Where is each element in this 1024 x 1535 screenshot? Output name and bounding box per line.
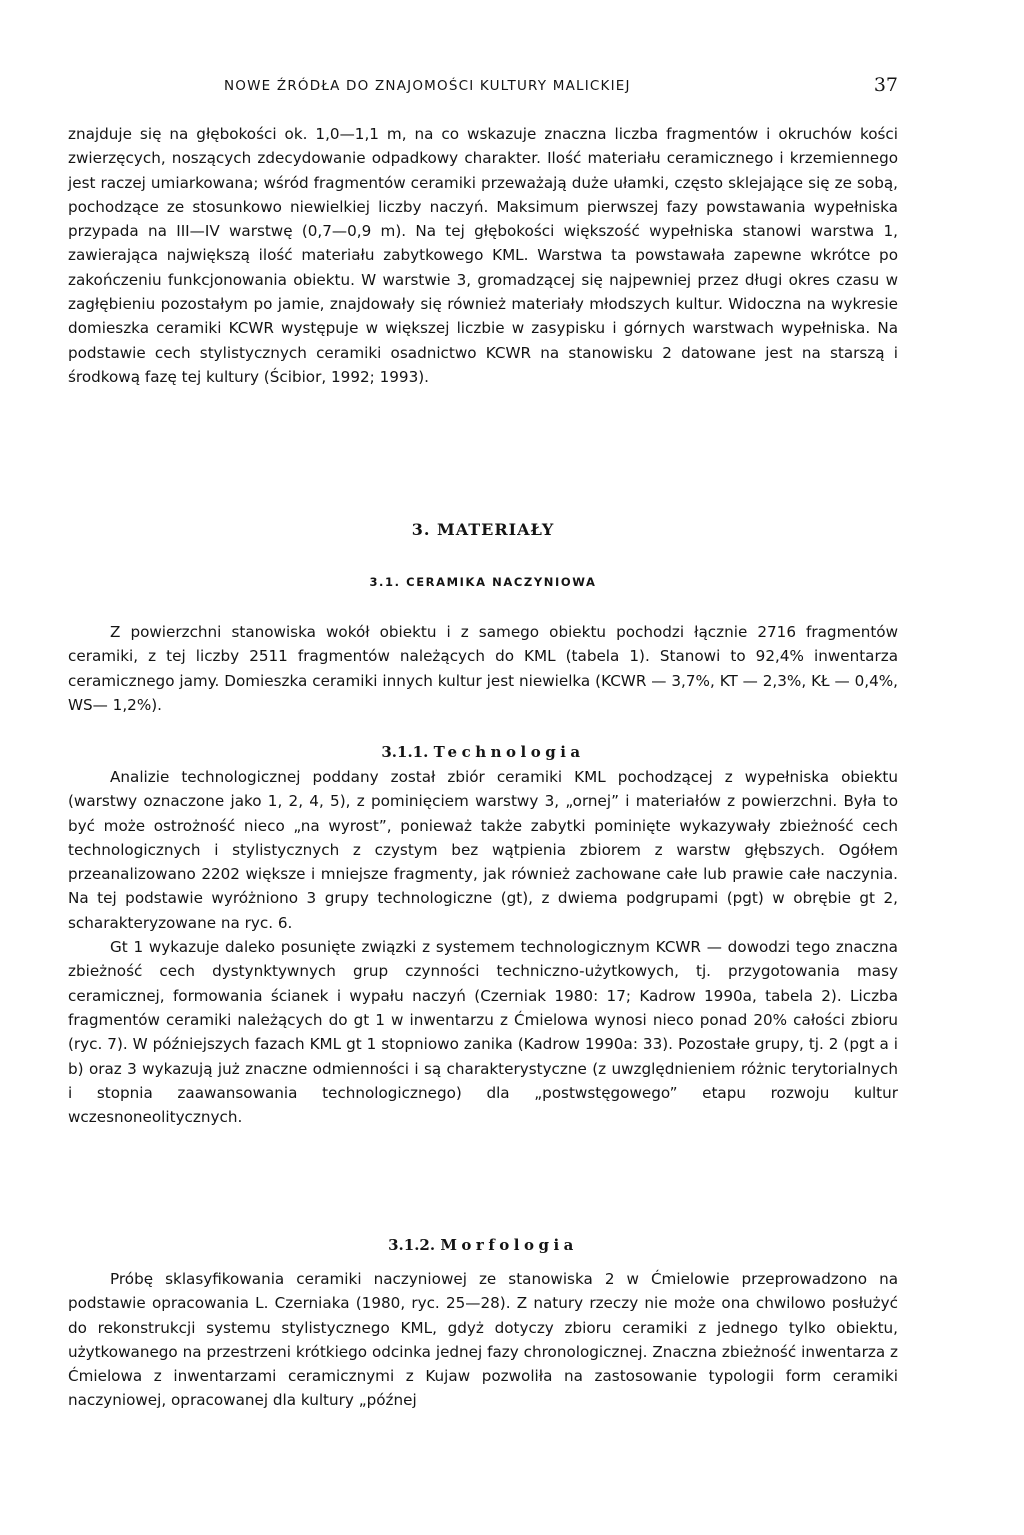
intro-text-block bbox=[68, 122, 898, 389]
section-materials bbox=[68, 520, 898, 539]
technology-text-block bbox=[68, 765, 898, 1129]
subsection-heading-morphology bbox=[68, 1236, 898, 1254]
technology-number: 3.1.1. bbox=[381, 743, 429, 761]
page-number: 37 bbox=[873, 74, 898, 96]
morphology-title: Morfologia bbox=[440, 1236, 578, 1254]
paragraph-intro: znajduje się na głębokości ok. 1,0—1,1 m, na co wskazuje znaczna liczba fragmentów i okruchów kości zwierzęcych, noszących zdecydowanie odpadkowy charakter. Ilość materiału ceramicznego i krzemiennego jest raczej umiarkowana; wśród fragmentów ceramiki przeważają duże ułamki, często sklejające się ze sobą, pochodzące ze stosunkowo niewielkiej liczby naczyń. Maksimum pierwszej fazy powstawania wypełniska przypada na III—IV warstwę (0,7—0,9 m). Na tej głębokości większość wypełniska stanowi warstwa 1, zawierająca największą ilość materiału zabytkowego KML. Warstwa ta powstawała zapewne wkrótce po zakończeniu funkcjonowania obiektu. W warstwie 3, gromadzącej się najpewniej przez długi okres czasu w zagłębieniu pozostałym po jamie, znajdowały się również materiały młodszych kultur. Widoczna na wykresie domieszka ceramiki KCWR występuje w większej liczbie w zasypisku i górnych warstwach wypełniska. Na podstawie cech stylistycznych ceramiki osadnictwo KCWR na stanowisku 2 datowane jest na starszą i środkową fazę tej kultury (Ścibior, 1992; 1993). bbox=[68, 125, 898, 386]
subsection-ceramics bbox=[68, 575, 898, 589]
section-heading-materials: 3. MATERIAŁY bbox=[411, 520, 555, 539]
paragraph-ceramics: Z powierzchni stanowiska wokół obiektu i z samego obiektu pochodzi łącznie 2716 fragmentów ceramiki, z tej liczby 2511 fragmentów należących do KML (tabela 1). Stanowi to 92,4% inwentarza ceramicznego jamy. Domieszka ceramiki innych kultur jest niewielka (KCWR — 3,7%, KT — 2,3%, KŁ — 0,4%, WS— 1,2%). bbox=[68, 623, 898, 714]
technology-title: Technologia bbox=[433, 743, 585, 761]
morphology-number: 3.1.2. bbox=[388, 1236, 436, 1254]
paragraph-morphology: Próbę sklasyfikowania ceramiki naczyniowej ze stanowiska 2 w Ćmielowie przeprowadzono na podstawie opracowania L. Czerniaka (1980, ryc. 25—28). Z natury rzeczy nie może ona chwilowo posłużyć do rekonstrukcji systemu stylistycznego KML, gdyż dotyczy zbioru ceramiki z jednego tylko obiektu, użytkowanego na przestrzeni krótkiego odcinka jednej fazy chronologicznej. Znaczna zbieżność inwentarza z Ćmielowa z inwentarzami ceramicznymi z Kujaw pozwoliła na zastosowanie typologii form ceramiki naczyniowej, opracowanej dla kultury „późnej bbox=[68, 1270, 898, 1410]
paragraph-technology-2: Gt 1 wykazuje daleko posunięte związki z systemem technologicznym KCWR — dowodzi tego znaczna zbieżność cech dystynktywnych grup czynności techniczno-użytkowych, tj. przygotowania masy ceramicznej, formowania ścianek i wypału naczyń (Czerniak 1980: 17; Kadrow 1990a, tabela 2). Liczba fragmentów ceramiki należących do gt 1 w inwentarzu z Ćmielowa wynosi nieco ponad 20% całości zbioru (ryc. 7). W późniejszych fazach KML gt 1 stopniowo zanika (Kadrow 1990a: 33). Pozostałe grupy, tj. 2 (pgt a i b) oraz 3 wykazują już znaczne odmienności i są charakterystyczne (z uwzględnieniem różnic terytorialnych i stopnia zaawansowania technologicznego) dla „postwstęgowego” etapu rozwoju kultur wczesnoneolitycznych. bbox=[68, 938, 898, 1127]
running-title: NOWE ŹRÓDŁA DO ZNAJOMOŚCI KULTURY MALICKIEJ bbox=[224, 78, 631, 94]
paragraph-technology-1: Analizie technologicznej poddany został zbiór ceramiki KML pochodzącej z wypełniska obiektu (warstwy oznaczone jako 1, 2, 4, 5), z pominięciem warstwy 3, „ornej” i materiałów z powierzchni. Była to być może ostrożność nieco „na wyrost”, ponieważ także zabytki pominięte wykazywały zbieżność cech technologicznych i stylistycznych z czystym bez wątpienia zbiorem z warstw głębszych. Ogółem przeanalizowano 2202 większe i mniejsze fragmenty, jak również zachowane całe lub prawie całe naczynia. Na tej podstawie wyróżniono 3 grupy technologiczne (gt), z dwiema podgrupami (pgt) w obrębie gt 2, scharakteryzowane na ryc. 6. bbox=[68, 768, 898, 932]
subsection-morphology bbox=[68, 1236, 898, 1254]
running-head bbox=[68, 74, 898, 98]
subsection-heading-technology bbox=[68, 743, 898, 761]
subsection-heading-ceramics: 3.1. CERAMIKA NACZYNIOWA bbox=[369, 575, 597, 589]
ceramics-text-block bbox=[68, 620, 898, 717]
morphology-text-block bbox=[68, 1267, 898, 1413]
subsection-technology bbox=[68, 743, 898, 761]
